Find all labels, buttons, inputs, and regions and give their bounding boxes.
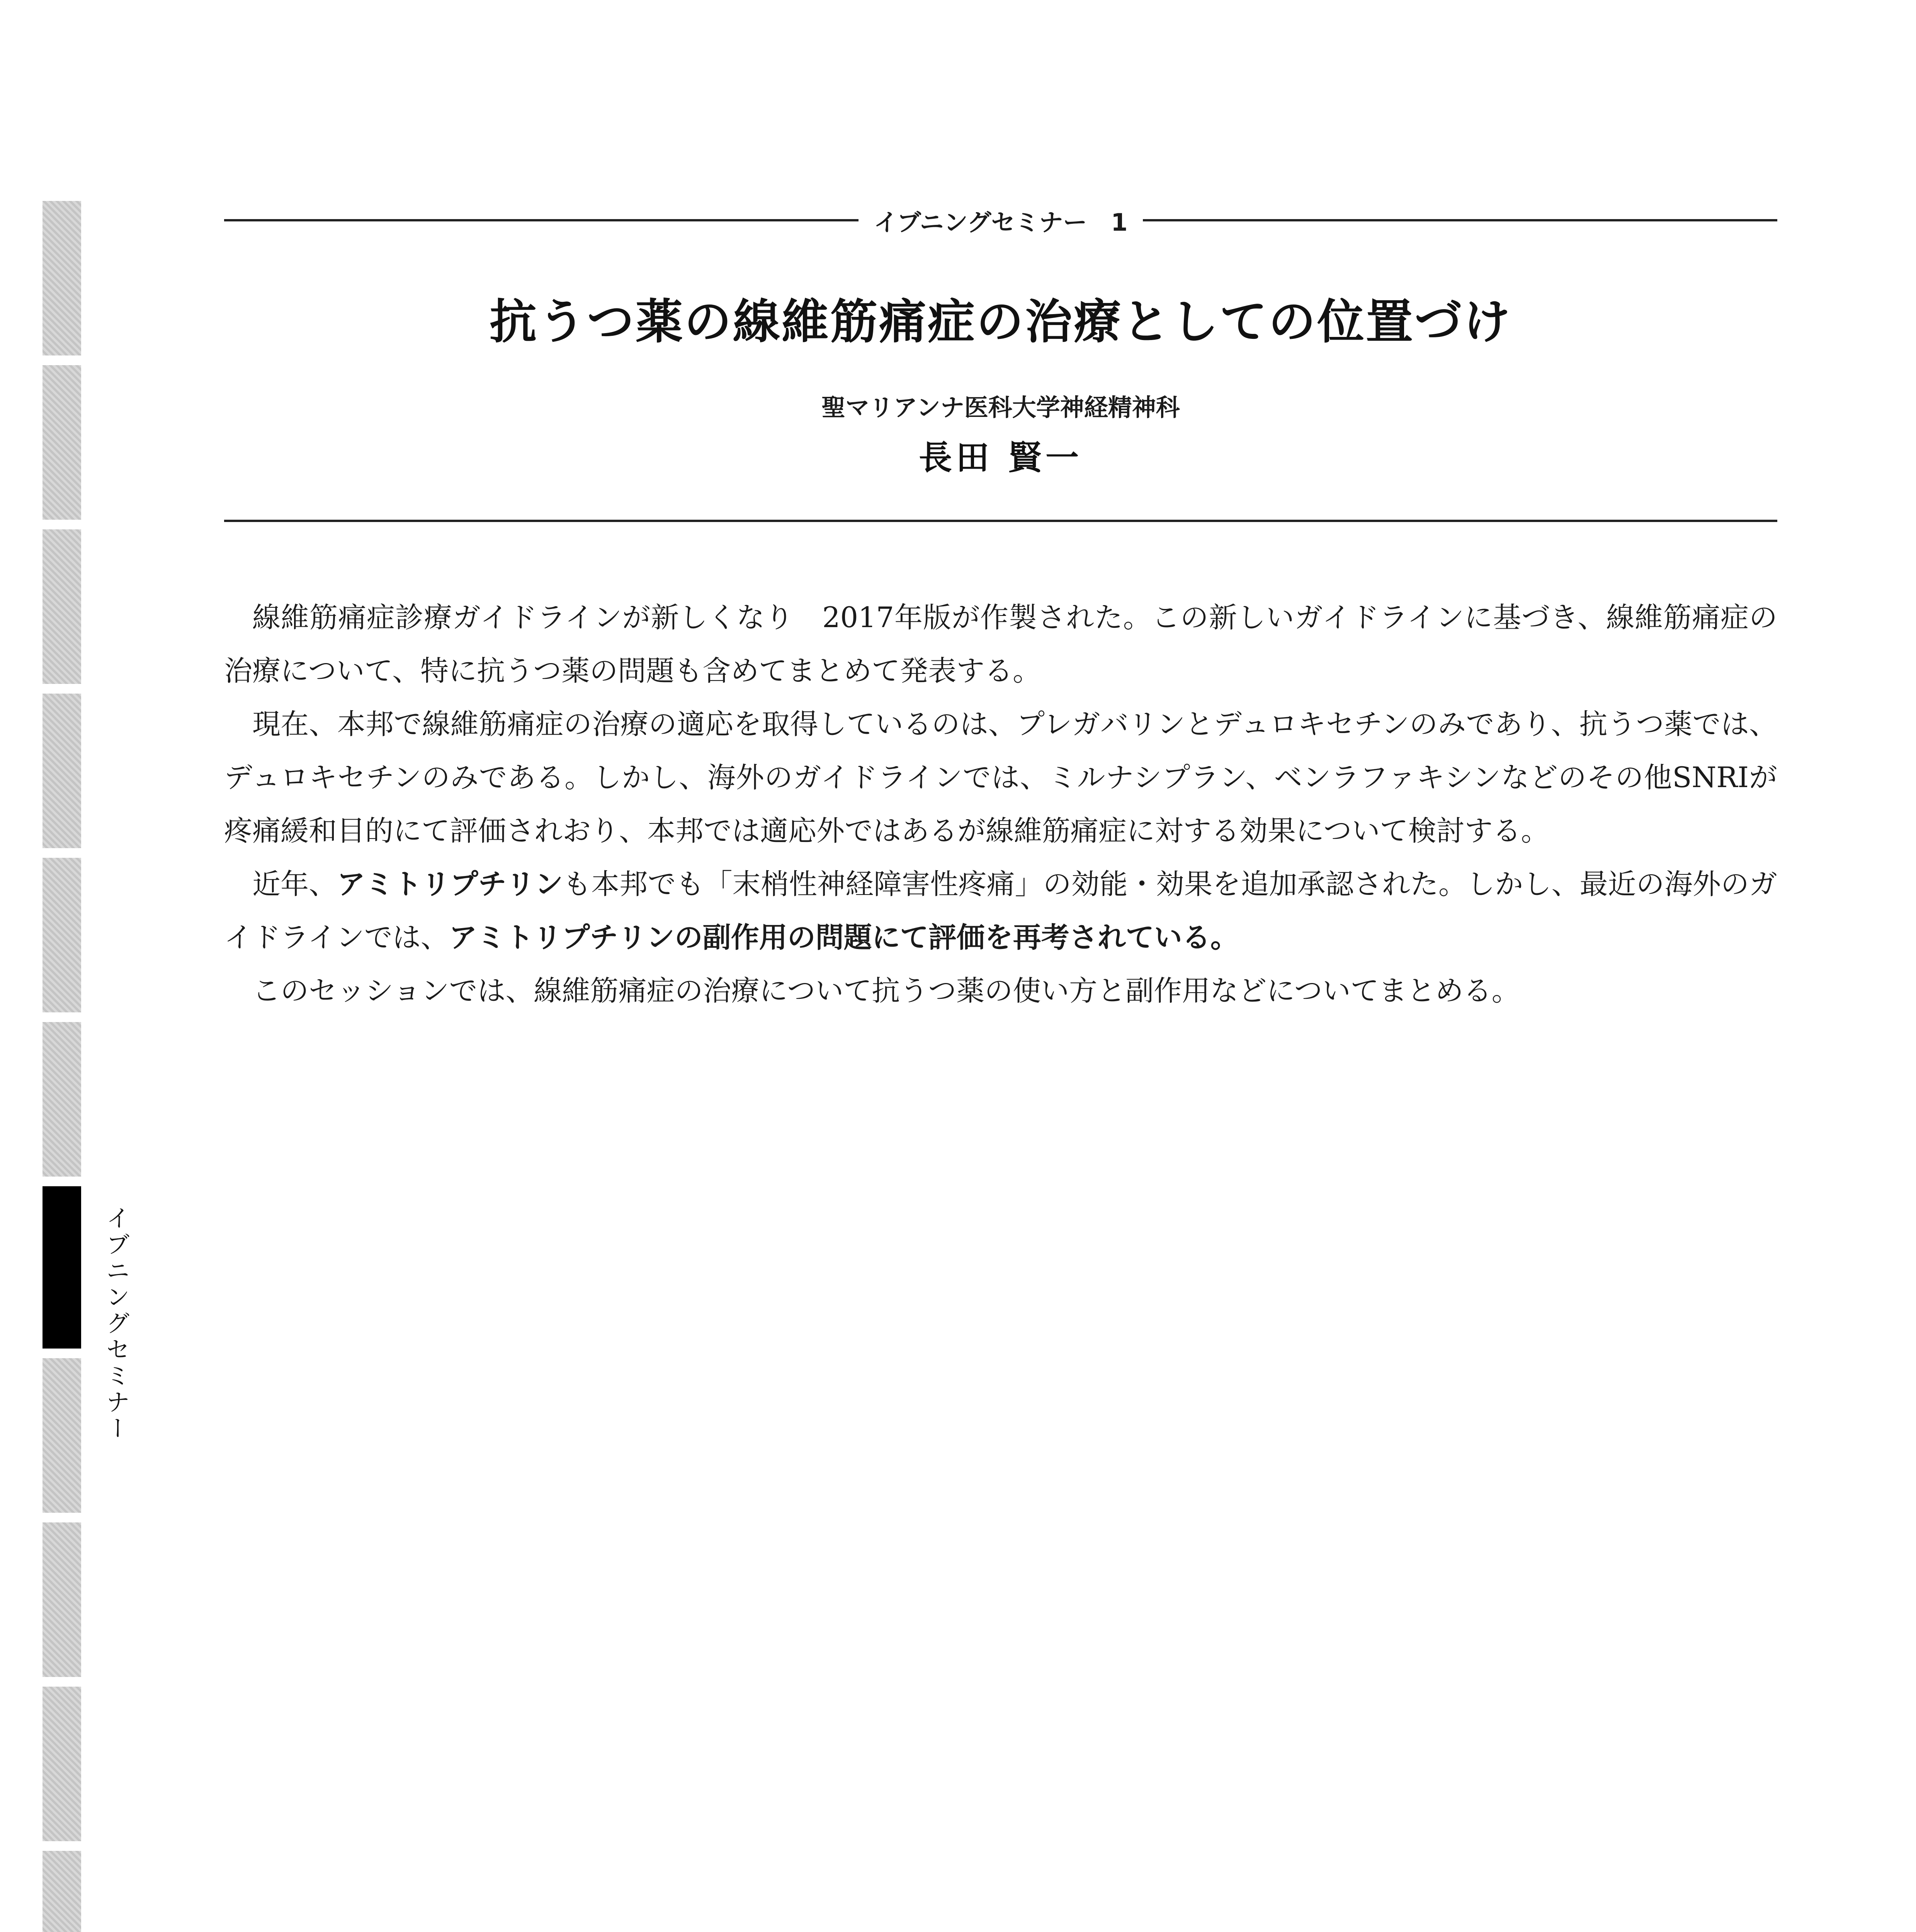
index-tab [43, 858, 81, 1012]
side-index [43, 0, 166, 1932]
header-rule-right [1143, 219, 1777, 221]
index-tab [43, 1687, 81, 1841]
paragraph-2: 現在、本邦で線維筋痛症の治療の適応を取得しているのは、プレガバリンとデュロキセチンのみであり、抗うつ薬では、デュロキセチンのみである。しかし、海外のガイドラインでは、ミルナシプラン、ベンラファキシンなどのその他SNRIが疼痛緩和目的にて評価されおり、本邦では適応外ではあるが線維筋痛症に対する効果について検討する。 [224, 708, 1777, 847]
paragraph-3-text-a: 近年、 [252, 868, 337, 901]
index-tab [43, 1022, 81, 1177]
paragraph-3-bold-a: アミトリプチリン [337, 868, 563, 901]
paragraph-4: このセッションでは、線維筋痛症の治療について抗うつ薬の使い方と副作用などについてまとめる。 [252, 975, 1520, 1007]
author-affiliation: 聖マリアンナ医科大学神経精神科 [821, 393, 1180, 422]
page-title: 抗うつ薬の線維筋痛症の治療としての位置づけ [490, 294, 1512, 349]
title-divider [224, 520, 1777, 522]
abstract-body [224, 591, 1777, 1018]
index-tab [43, 1358, 81, 1513]
index-tab [43, 1851, 81, 1932]
paragraph-3-text-b: も本邦でも「末梢性神経障害性疼痛」の効能・効果を追加承認された。しかし、最近の海外のガイドラインでは、 [224, 868, 1778, 954]
paragraph-3-bold-b: アミトリプチリンの副作用の問題にて評価を再考されている。 [449, 921, 1239, 954]
index-tab [43, 201, 81, 355]
index-tab-active-label: イブニングセミナー [102, 1206, 130, 1442]
paragraph-1: 線維筋痛症診療ガイドラインが新しくなり 2017年版が作製された。この新しいガイドラインに基づき、線維筋痛症の治療について、特に抗うつ薬の問題も含めてまとめて発表する。 [224, 601, 1777, 687]
author-name: 長田 賢一 [919, 438, 1083, 477]
index-tab [43, 529, 81, 684]
index-tab [43, 694, 81, 848]
index-tab [43, 1522, 81, 1677]
paragraph-3 [224, 858, 1777, 964]
header-rule-left [224, 219, 859, 221]
section-label: イブニングセミナー 1 [874, 208, 1128, 236]
index-tab-active [43, 1186, 81, 1349]
index-tab [43, 365, 81, 520]
section-header [224, 204, 1777, 236]
